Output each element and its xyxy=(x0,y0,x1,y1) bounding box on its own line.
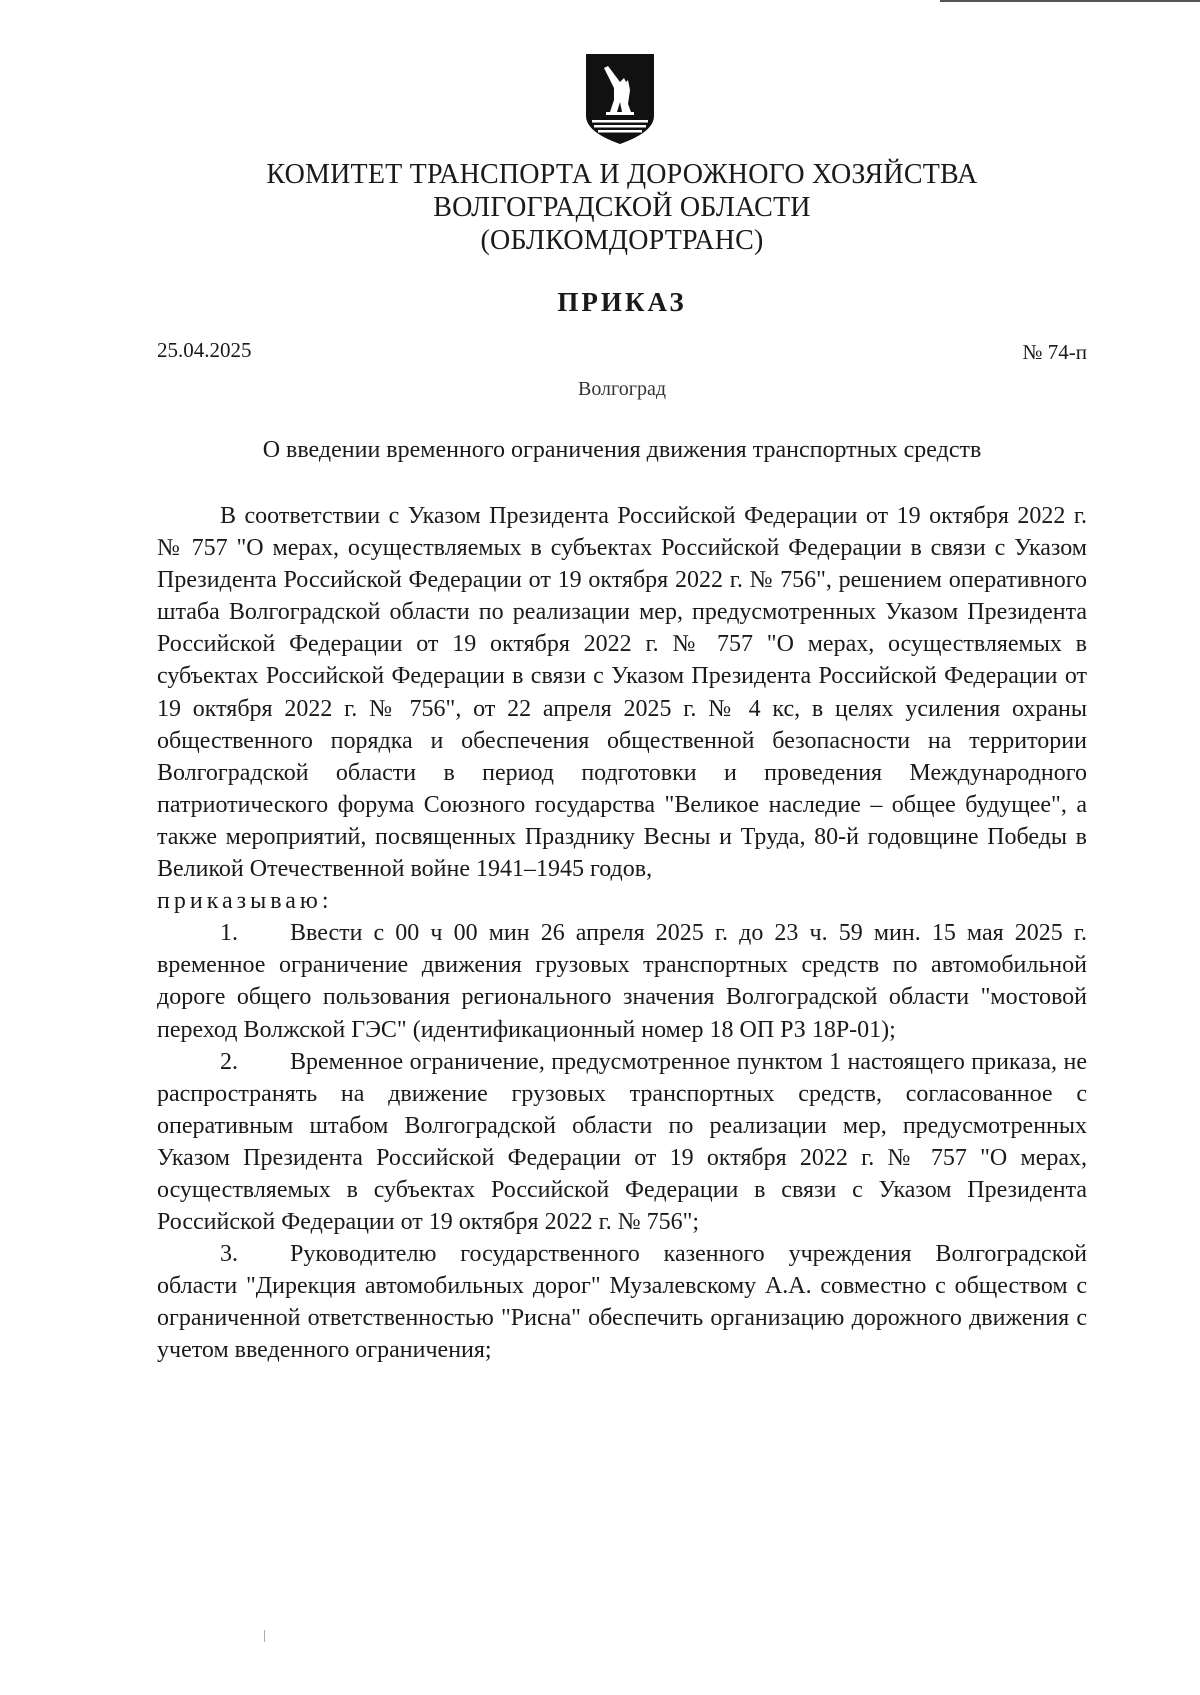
item-number: 1. xyxy=(220,920,238,947)
header-line-1: КОМИТЕТ ТРАНСПОРТА И ДОРОЖНОГО ХОЗЯЙСТВА xyxy=(266,159,978,190)
item-text: Руководителю государственного казенного учреждения Волгоградской области "Дирекция автомобильных дорог" Музалевскому А.А. совместно с обществом с ограниченной ответственностью "Рисна" обеспечить организацию дорожного движения с учетом введенного ограничения; xyxy=(157,1241,1087,1364)
item-text: Временное ограничение, предусмотренное пунктом 1 настоящего приказа, не распространять на движение грузовых транспортных средств, согласованное с оперативным штабом Волгоградской области по реализации мер, предусмотренных Указом Президента Российской Федерации от 19 октября 2022 г. № 757 "О мерах, осуществляемых в субъектах Российской Федерации в связи с Указом Президента Российской Федерации от 19 октября 2022 г. № 756"; xyxy=(157,1048,1087,1236)
item-text: Ввести с 00 ч 00 мин 26 апреля 2025 г. до 23 ч. 59 мин. 15 мая 2025 г. временное ограничение движения грузовых транспортных средств по автомобильной дороге общего пользования регионального значения Волгоградской области "мостовой переход Волжской ГЭС" (идентификационный номер 18 ОП РЗ 18Р-01); xyxy=(157,920,1087,1043)
header-line-2: ВОЛГОГРАДСКОЙ ОБЛАСТИ xyxy=(433,192,811,223)
order-item-3 xyxy=(157,1238,1087,1366)
item-number: 2. xyxy=(220,1048,238,1075)
volgograd-emblem-icon xyxy=(584,52,656,146)
header-line-3: (ОБЛКОМДОРТРАНС) xyxy=(480,225,764,256)
scan-mark xyxy=(264,1630,265,1642)
document-city: Волгоград xyxy=(577,378,667,400)
item-number: 3. xyxy=(220,1241,238,1268)
order-item-1 xyxy=(157,917,1087,1045)
organization-header xyxy=(0,158,1200,257)
document-date: 25.04.2025 xyxy=(157,338,252,362)
preamble-paragraph: В соответствии с Указом Президента Российской Федерации от 19 октября 2022 г. № 757 "О мерах, осуществляемых в субъектах Российской Федерации в связи с Указом Президента Российской Федерации от 19 октября 2022 г. № 756", решением оперативного штаба Волгоградской области по реализации мер, предусмотренных Указом Президента Российской Федерации от 19 октября 2022 г. № 757 "О мерах, осуществляемых в субъектах Российской Федерации в связи с Указом Президента Российской Федерации от 19 октября 2022 г. № 756", от 22 апреля 2025 г. № 4 кс, в целях усиления охраны общественного порядка и обеспечения общественной безопасности на территории Волгоградской области в период подготовки и проведения Международного патриотического форума Союзного государства "Великое наследие – общее будущее", а также мероприятий, посвященных Празднику Весны и Труда, 80-й годовщине Победы в Великой Отечественной войне 1941–1945 годов, xyxy=(157,503,1087,883)
document-subject: О введении временного ограничения движения транспортных средств xyxy=(262,437,982,463)
top-edge-rule xyxy=(940,0,1200,2)
document-number: № 74-п xyxy=(1022,340,1087,364)
document-type: ПРИКАЗ xyxy=(557,287,687,317)
order-word: приказываю: xyxy=(157,888,333,915)
document-body xyxy=(157,500,1087,1367)
order-item-2 xyxy=(157,1046,1087,1239)
